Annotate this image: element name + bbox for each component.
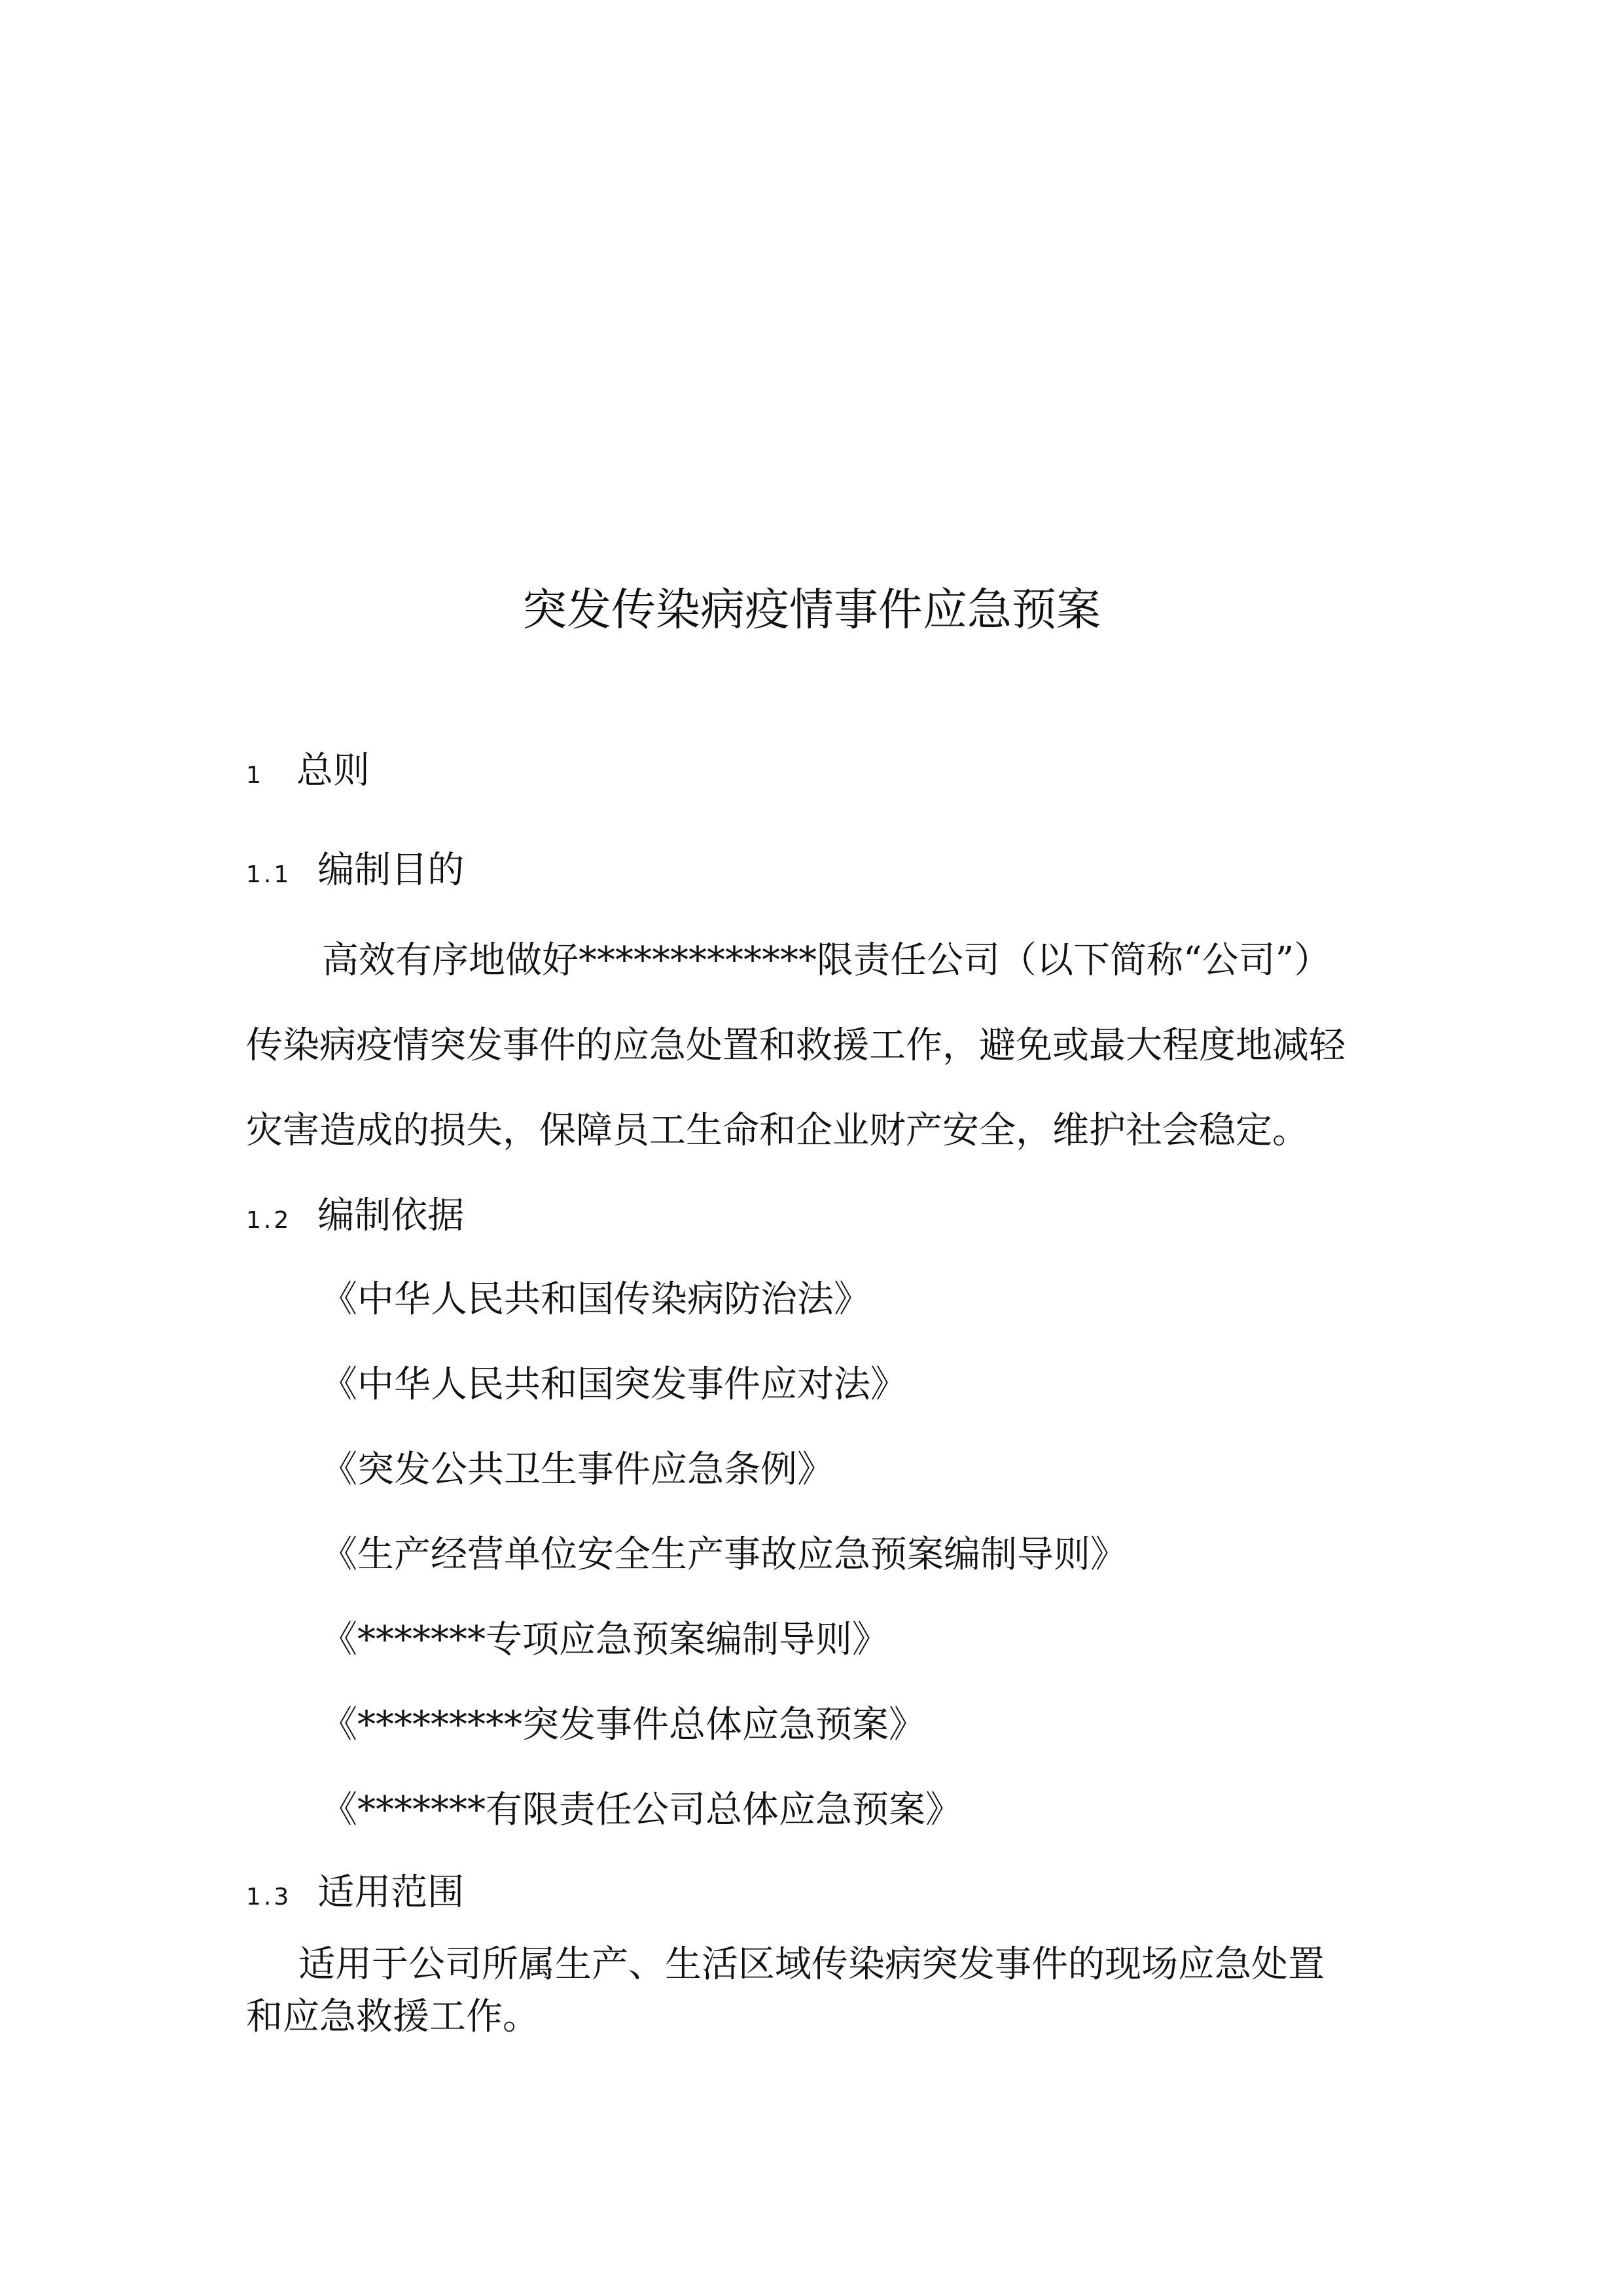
- paragraph-line: 和应急救援工作。: [246, 1996, 539, 2038]
- paragraph-line: 高效有序地做好*************限责任公司（以下简称“公司”）: [322, 939, 1331, 982]
- section-heading-1-1: [246, 844, 464, 901]
- reference-item: 《生产经营单位安全生产事故应急预案编制导则》: [321, 1534, 1127, 1576]
- paragraph-line: 传染病疫情突发事件的应急处置和救援工作，避免或最大程度地减轻: [246, 1024, 1346, 1067]
- section-number: 1.3: [246, 1884, 292, 1910]
- section-label: 编制目的: [317, 849, 465, 891]
- reference-item: 《*********突发事件总体应急预案》: [321, 1704, 925, 1746]
- section-heading-1-2: [246, 1190, 464, 1247]
- section-heading-1-3: [246, 1867, 464, 1924]
- reference-item: 《突发公共卫生事件应急条例》: [321, 1448, 834, 1491]
- section-number: 1.2: [246, 1207, 292, 1234]
- section-heading-1: [246, 745, 370, 802]
- section-number: 1.1: [246, 861, 292, 888]
- section-label: 适用范围: [317, 1871, 465, 1914]
- paragraph-line: 适用于公司所属生产、生活区域传染病突发事件的现场应急处置: [298, 1943, 1325, 1986]
- section-number: 1: [246, 762, 264, 789]
- reference-item: 《中华人民共和国传染病防治法》: [321, 1278, 870, 1321]
- reference-item: 《中华人民共和国突发事件应对法》: [321, 1363, 907, 1406]
- reference-item: 《*******专项应急预案编制导则》: [321, 1619, 889, 1661]
- section-label: 编制依据: [317, 1194, 465, 1237]
- reference-item: 《*******有限责任公司总体应急预案》: [321, 1789, 962, 1831]
- document-title: 突发传染病疫情事件应急预案: [522, 584, 1101, 636]
- paragraph-line: 灾害造成的损失，保障员工生命和企业财产安全，维护社会稳定。: [246, 1109, 1309, 1152]
- section-label: 总则: [296, 749, 370, 792]
